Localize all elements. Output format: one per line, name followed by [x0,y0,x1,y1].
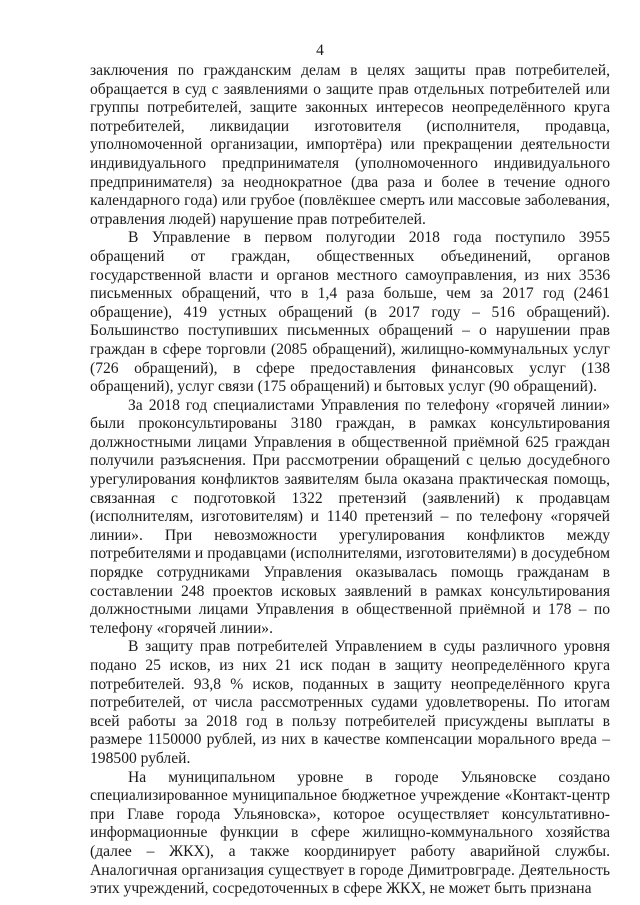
paragraph-court-claims: В защиту прав потребителей Управлением в суды различного уровня подано 25 исков, из них 21 иск подан в защиту неопределённого круга потребителей. 93,8 % исков, поданных в защиту неопределённого круга потребителей, от числа рассмотренных судами удовлетворены. По итогам всей работы за 2018 год в пользу потребителей присуждены выплаты в размере 1150000 рублей, из них в качестве компенсации морального вреда – 198500 рублей. [90,638,610,767]
paragraph-consumer-protection-actions: заключения по гражданским делам в целях защиты прав потребителей, обращается в суд с заявлениями о защите прав отдельных потребителей или группы потребителей, защите законных интересов неопределённого круга потребителей, ликвидации изготовителя (исполнителя, продавца, уполномоченной организации, импортёра) или прекращении деятельности индивидуального предпринимателя (уполномоченного индивидуального предпринимателя) за неоднократное (два раза и более в течение одного календарного года) или грубое (повлёкшее смерть или массовые заболевания, отравления людей) нарушение прав потребителей. [90,62,610,228]
paragraph-municipal-level: На муниципальном уровне в городе Ульяновске создано специализированное муниципальное бюджетное учреждение «Контакт-центр при Главе города Ульяновска», которое осуществляет консультативно-информационные функции в сфере жилищно-коммунального хозяйства (далее – ЖКХ), а также координирует работу аварийной службы. Аналогичная организация существует в городе Димитровграде. Деятельность этих учреждений, сосредоточенных в сфере ЖКХ, не может быть признана [90,768,610,898]
document-body [90,62,610,899]
page-number: 4 [316,42,324,59]
paragraph-hotline-consultations: За 2018 год специалистами Управления по телефону «горячей линии» были проконсультированы 3180 граждан, в рамках консультирования должностными лицами Управления в общественной приёмной 625 граждан получили разъяснения. При рассмотрении обращений с целью досудебного урегулирования конфликтов заявителям была оказана практическая помощь, связанная с подготовкой 1322 претензий (заявлений) к продавцам (исполнителям, изготовителям) и 1140 претензий – по телефону «горячей линии». При невозможности урегулирования конфликтов между потребителями и продавцами (исполнителями, изготовителями) в досудебном порядке сотрудниками Управления оказывалась помощь гражданам в составлении 248 проектов исковых заявлений в рамках консультирования должностными лицами Управления в общественной приёмной и 178 – по телефону «горячей линии». [90,396,610,637]
paragraph-appeals-statistics: В Управление в первом полугодии 2018 года поступило 3955 обращений от граждан, общественных объединений, органов государственной власти и органов местного самоуправления, из них 3536 письменных обращений, что в 1,4 раза больше, чем за 2017 год (2461 обращение), 419 устных обращений (в 2017 году – 516 обращений). Большинство поступивших письменных обращений – о нарушении прав граждан в сфере торговли (2085 обращений), жилищно-коммунальных услуг (726 обращений), в сфере предоставления финансовых услуг (138 обращений), услуг связи (175 обращений) и бытовых услуг (90 обращений). [90,229,610,396]
